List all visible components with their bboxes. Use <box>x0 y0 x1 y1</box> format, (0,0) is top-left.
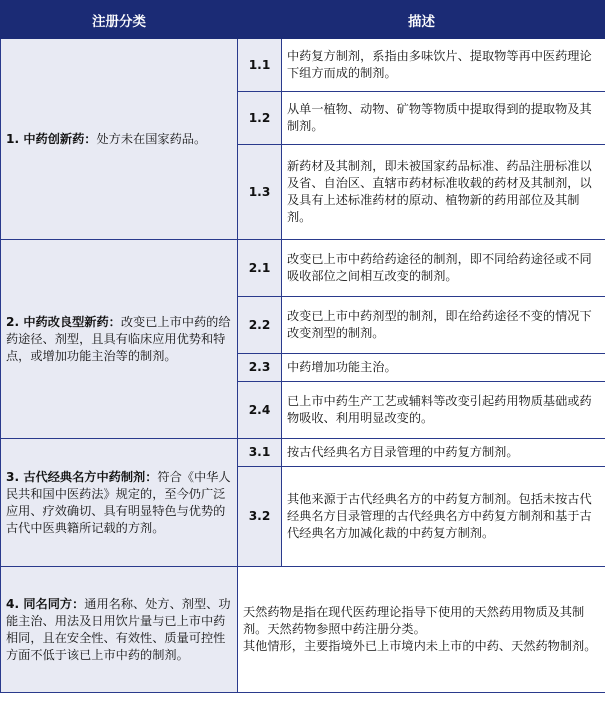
description-cell: 新药材及其制剂，即未被国家药品标准、药品注册标准以及省、自治区、直辖市药材标准收载的药材及其制剂，以及具有上述标准药材的原动、植物新的药用部位及其制剂。 <box>282 145 605 240</box>
header-category: 注册分类 <box>1 1 238 39</box>
code-cell: 3.2 <box>238 467 282 567</box>
code-cell: 1.3 <box>238 145 282 240</box>
category-title: 1. 中药创新药： <box>6 131 97 146</box>
header-description: 描述 <box>238 1 605 39</box>
table-row <box>1 240 605 297</box>
header-row <box>1 1 605 39</box>
category-text: 符合《中华人民共和国中医药法》规定的，至今仍广泛应用、疗效确切、具有明显特色与优势的古代中医典籍所记载的方剂。 <box>6 469 231 535</box>
category-cell-2 <box>1 240 238 439</box>
category-cell-3 <box>1 439 238 567</box>
description-cell: 按古代经典名方目录管理的中药复方制剂。 <box>282 439 605 467</box>
table-row <box>1 439 605 467</box>
description-cell: 已上市中药生产工艺或辅料等改变引起药用物质基础或药物吸收、利用明显改变的。 <box>282 382 605 439</box>
code-cell: 3.1 <box>238 439 282 467</box>
description-cell: 改变已上市中药剂型的制剂，即在给药途径不变的情况下改变剂型的制剂。 <box>282 297 605 354</box>
code-cell: 1.2 <box>238 92 282 145</box>
code-cell: 2.4 <box>238 382 282 439</box>
category-cell-1 <box>1 39 238 240</box>
description-cell: 中药增加功能主治。 <box>282 354 605 382</box>
code-cell: 1.1 <box>238 39 282 92</box>
description-cell <box>238 567 605 693</box>
category-text: 处方未在国家药品。 <box>96 131 207 146</box>
code-cell: 2.3 <box>238 354 282 382</box>
category-title: 4. 同名同方： <box>6 596 85 611</box>
code-cell: 2.2 <box>238 297 282 354</box>
table-row <box>1 567 605 693</box>
description-line: 其他情形，主要指境外已上市境内未上市的中药、天然药物制剂。 <box>243 639 597 653</box>
category-text: 改变已上市中药的给药途径、剂型，且具有临床应用优势和特点，或增加功能主治等的制剂。 <box>6 314 231 363</box>
description-cell: 改变已上市中药给药途径的制剂，即不同给药途径或不同吸收部位之间相互改变的制剂。 <box>282 240 605 297</box>
category-title: 3. 古代经典名方中药制剂： <box>6 469 158 484</box>
category-title: 2. 中药改良型新药： <box>6 314 121 329</box>
category-text: 通用名称、处方、剂型、功能主治、用法及日用饮片量与已上市中药相同，且在安全性、有效性、质量可控性方面不低于该已上市中药的制剂。 <box>6 596 231 662</box>
description-cell: 中药复方制剂，系指由多味饮片、提取物等再中医药理论下组方而成的制剂。 <box>282 39 605 92</box>
code-cell: 2.1 <box>238 240 282 297</box>
description-cell: 从单一植物、动物、矿物等物质中提取得到的提取物及其制剂。 <box>282 92 605 145</box>
table-row <box>1 39 605 92</box>
description-line: 天然药物是指在现代医药理论指导下使用的天然药用物质及其制剂。天然药物参照中药注册分类。 <box>243 605 585 636</box>
description-cell: 其他来源于古代经典名方的中药复方制剂。包括未按古代经典名方目录管理的古代经典名方中药复方制剂和基于古代经典名方加减化裁的中药复方制剂。 <box>282 467 605 567</box>
category-cell-4 <box>1 567 238 693</box>
